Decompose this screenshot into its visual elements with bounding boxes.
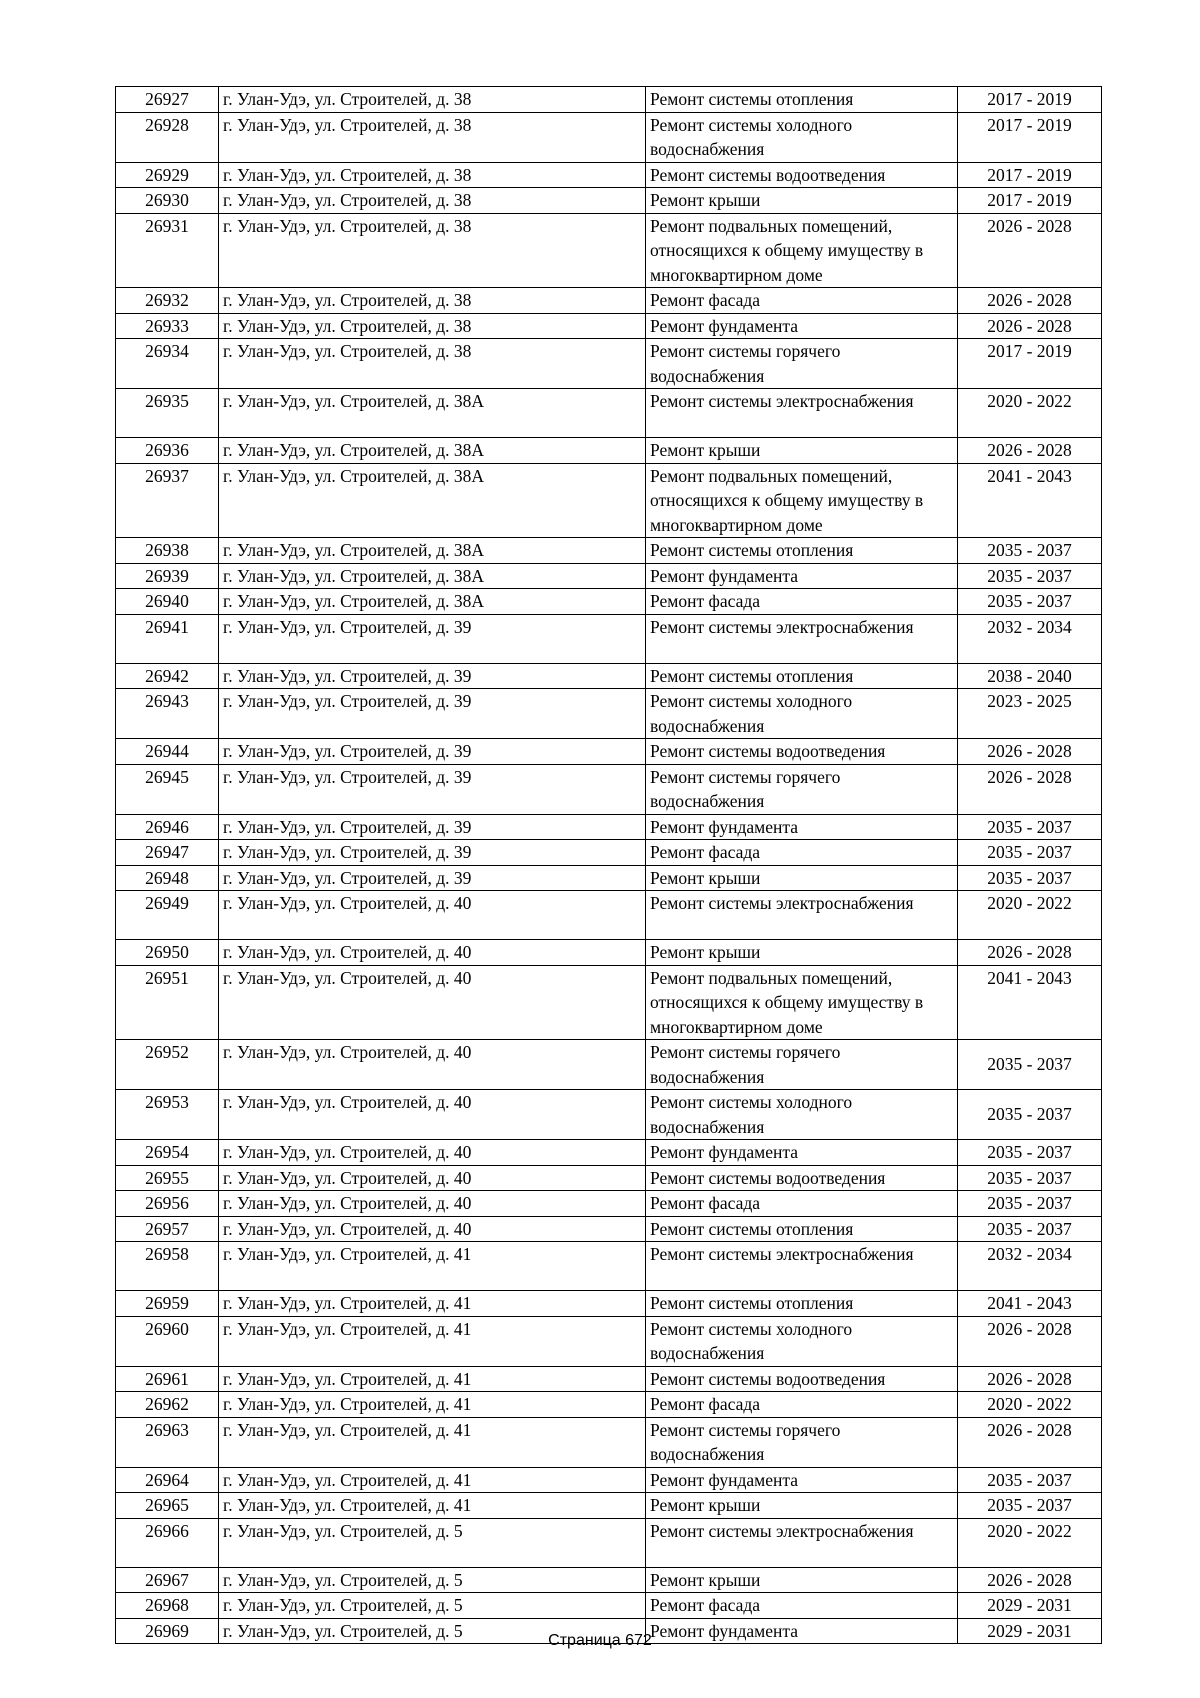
work-type-cell: Ремонт системы холодного водоснабжения — [646, 689, 958, 739]
period-cell: 2032 - 2034 — [958, 614, 1102, 663]
row-number-cell: 26936 — [116, 438, 219, 464]
row-number-cell: 26930 — [116, 188, 219, 214]
period-cell: 2035 - 2037 — [958, 814, 1102, 840]
row-number-cell: 26944 — [116, 739, 219, 765]
table-row — [116, 1165, 1102, 1191]
address-cell: г. Улан-Удэ, ул. Строителей, д. 38 — [219, 339, 646, 389]
work-type-cell: Ремонт фундамента — [646, 313, 958, 339]
work-schedule-table — [115, 86, 1102, 1644]
work-type-cell: Ремонт системы горячего водоснабжения — [646, 764, 958, 814]
row-number-cell: 26951 — [116, 965, 219, 1040]
period-cell: 2035 - 2037 — [958, 865, 1102, 891]
work-type-cell: Ремонт системы водоотведения — [646, 739, 958, 765]
work-type-cell: Ремонт системы горячего водоснабжения — [646, 1040, 958, 1090]
period-cell: 2035 - 2037 — [958, 1040, 1102, 1090]
period-cell: 2035 - 2037 — [958, 1090, 1102, 1140]
address-cell: г. Улан-Удэ, ул. Строителей, д. 38 — [219, 87, 646, 113]
table-row — [116, 1518, 1102, 1567]
table-row — [116, 1593, 1102, 1619]
table-row — [116, 1467, 1102, 1493]
period-cell: 2023 - 2025 — [958, 689, 1102, 739]
period-cell: 2026 - 2028 — [958, 1417, 1102, 1467]
table-row — [116, 1291, 1102, 1317]
table-row — [116, 814, 1102, 840]
work-type-cell: Ремонт системы холодного водоснабжения — [646, 112, 958, 162]
period-cell: 2026 - 2028 — [958, 940, 1102, 966]
work-type-cell: Ремонт подвальных помещений, относящихся к общему имуществу в многоквартирном доме — [646, 213, 958, 288]
address-cell: г. Улан-Удэ, ул. Строителей, д. 40 — [219, 891, 646, 940]
address-cell: г. Улан-Удэ, ул. Строителей, д. 38 — [219, 213, 646, 288]
row-number-cell: 26927 — [116, 87, 219, 113]
address-cell: г. Улан-Удэ, ул. Строителей, д. 38А — [219, 538, 646, 564]
work-type-cell: Ремонт крыши — [646, 438, 958, 464]
table-row — [116, 1392, 1102, 1418]
work-type-cell: Ремонт системы горячего водоснабжения — [646, 339, 958, 389]
address-cell: г. Улан-Удэ, ул. Строителей, д. 39 — [219, 814, 646, 840]
address-cell: г. Улан-Удэ, ул. Строителей, д. 41 — [219, 1291, 646, 1317]
work-type-cell: Ремонт фундамента — [646, 814, 958, 840]
period-cell: 2035 - 2037 — [958, 1140, 1102, 1166]
work-type-cell: Ремонт системы отопления — [646, 87, 958, 113]
period-cell: 2026 - 2028 — [958, 1316, 1102, 1366]
table-row — [116, 162, 1102, 188]
row-number-cell: 26940 — [116, 589, 219, 615]
address-cell: г. Улан-Удэ, ул. Строителей, д. 40 — [219, 1090, 646, 1140]
table-row — [116, 1216, 1102, 1242]
row-number-cell: 26943 — [116, 689, 219, 739]
row-number-cell: 26953 — [116, 1090, 219, 1140]
row-number-cell: 26929 — [116, 162, 219, 188]
row-number-cell: 26955 — [116, 1165, 219, 1191]
work-type-cell: Ремонт системы электроснабжения — [646, 1242, 958, 1291]
table-row — [116, 1567, 1102, 1593]
work-type-cell: Ремонт системы холодного водоснабжения — [646, 1316, 958, 1366]
address-cell: г. Улан-Удэ, ул. Строителей, д. 5 — [219, 1593, 646, 1619]
table-row — [116, 840, 1102, 866]
period-cell: 2026 - 2028 — [958, 313, 1102, 339]
table-row — [116, 1191, 1102, 1217]
row-number-cell: 26949 — [116, 891, 219, 940]
period-cell: 2017 - 2019 — [958, 112, 1102, 162]
row-number-cell: 26942 — [116, 663, 219, 689]
address-cell: г. Улан-Удэ, ул. Строителей, д. 39 — [219, 614, 646, 663]
work-type-cell: Ремонт системы водоотведения — [646, 1165, 958, 1191]
table-row — [116, 1090, 1102, 1140]
row-number-cell: 26961 — [116, 1366, 219, 1392]
table-row — [116, 339, 1102, 389]
table-row — [116, 940, 1102, 966]
row-number-cell: 26931 — [116, 213, 219, 288]
work-type-cell: Ремонт крыши — [646, 940, 958, 966]
address-cell: г. Улан-Удэ, ул. Строителей, д. 40 — [219, 1191, 646, 1217]
address-cell: г. Улан-Удэ, ул. Строителей, д. 39 — [219, 764, 646, 814]
period-cell: 2035 - 2037 — [958, 1216, 1102, 1242]
period-cell: 2032 - 2034 — [958, 1242, 1102, 1291]
row-number-cell: 26933 — [116, 313, 219, 339]
period-cell: 2020 - 2022 — [958, 1518, 1102, 1567]
work-type-cell: Ремонт фундамента — [646, 1618, 958, 1644]
work-type-cell: Ремонт фасада — [646, 288, 958, 314]
period-cell: 2029 - 2031 — [958, 1618, 1102, 1644]
period-cell: 2035 - 2037 — [958, 1165, 1102, 1191]
row-number-cell: 26952 — [116, 1040, 219, 1090]
address-cell: г. Улан-Удэ, ул. Строителей, д. 38А — [219, 389, 646, 438]
work-type-cell: Ремонт фасада — [646, 589, 958, 615]
period-cell: 2026 - 2028 — [958, 764, 1102, 814]
address-cell: г. Улан-Удэ, ул. Строителей, д. 41 — [219, 1417, 646, 1467]
row-number-cell: 26962 — [116, 1392, 219, 1418]
row-number-cell: 26937 — [116, 463, 219, 538]
row-number-cell: 26956 — [116, 1191, 219, 1217]
work-type-cell: Ремонт подвальных помещений, относящихся к общему имуществу в многоквартирном доме — [646, 965, 958, 1040]
address-cell: г. Улан-Удэ, ул. Строителей, д. 38 — [219, 288, 646, 314]
row-number-cell: 26950 — [116, 940, 219, 966]
address-cell: г. Улан-Удэ, ул. Строителей, д. 38А — [219, 463, 646, 538]
table-row — [116, 739, 1102, 765]
work-type-cell: Ремонт системы отопления — [646, 538, 958, 564]
period-cell: 2035 - 2037 — [958, 538, 1102, 564]
work-type-cell: Ремонт системы отопления — [646, 1216, 958, 1242]
row-number-cell: 26935 — [116, 389, 219, 438]
row-number-cell: 26966 — [116, 1518, 219, 1567]
address-cell: г. Улан-Удэ, ул. Строителей, д. 5 — [219, 1518, 646, 1567]
address-cell: г. Улан-Удэ, ул. Строителей, д. 40 — [219, 1140, 646, 1166]
address-cell: г. Улан-Удэ, ул. Строителей, д. 39 — [219, 840, 646, 866]
period-cell: 2041 - 2043 — [958, 1291, 1102, 1317]
row-number-cell: 26938 — [116, 538, 219, 564]
period-cell: 2026 - 2028 — [958, 1366, 1102, 1392]
address-cell: г. Улан-Удэ, ул. Строителей, д. 38А — [219, 589, 646, 615]
period-cell: 2038 - 2040 — [958, 663, 1102, 689]
period-cell: 2041 - 2043 — [958, 463, 1102, 538]
table-row — [116, 663, 1102, 689]
row-number-cell: 26932 — [116, 288, 219, 314]
row-number-cell: 26958 — [116, 1242, 219, 1291]
work-type-cell: Ремонт системы холодного водоснабжения — [646, 1090, 958, 1140]
table-body — [116, 87, 1102, 1644]
work-type-cell: Ремонт фасада — [646, 1392, 958, 1418]
table-row — [116, 1242, 1102, 1291]
row-number-cell: 26964 — [116, 1467, 219, 1493]
row-number-cell: 26967 — [116, 1567, 219, 1593]
row-number-cell: 26947 — [116, 840, 219, 866]
table-row — [116, 614, 1102, 663]
period-cell: 2026 - 2028 — [958, 288, 1102, 314]
period-cell: 2017 - 2019 — [958, 87, 1102, 113]
row-number-cell: 26965 — [116, 1493, 219, 1519]
address-cell: г. Улан-Удэ, ул. Строителей, д. 38А — [219, 438, 646, 464]
address-cell: г. Улан-Удэ, ул. Строителей, д. 5 — [219, 1567, 646, 1593]
table-row — [116, 764, 1102, 814]
table-row — [116, 689, 1102, 739]
row-number-cell: 26939 — [116, 563, 219, 589]
row-number-cell: 26934 — [116, 339, 219, 389]
row-number-cell: 26941 — [116, 614, 219, 663]
row-number-cell: 26945 — [116, 764, 219, 814]
work-type-cell: Ремонт крыши — [646, 1493, 958, 1519]
address-cell: г. Улан-Удэ, ул. Строителей, д. 41 — [219, 1467, 646, 1493]
table-row — [116, 463, 1102, 538]
address-cell: г. Улан-Удэ, ул. Строителей, д. 41 — [219, 1392, 646, 1418]
work-type-cell: Ремонт системы электроснабжения — [646, 389, 958, 438]
period-cell: 2017 - 2019 — [958, 188, 1102, 214]
work-type-cell: Ремонт фасада — [646, 1191, 958, 1217]
table-row — [116, 865, 1102, 891]
table-row — [116, 1493, 1102, 1519]
table-row — [116, 213, 1102, 288]
table-row — [116, 1040, 1102, 1090]
period-cell: 2035 - 2037 — [958, 840, 1102, 866]
address-cell: г. Улан-Удэ, ул. Строителей, д. 40 — [219, 940, 646, 966]
table-row — [116, 538, 1102, 564]
period-cell: 2035 - 2037 — [958, 1493, 1102, 1519]
address-cell: г. Улан-Удэ, ул. Строителей, д. 5 — [219, 1618, 646, 1644]
work-type-cell: Ремонт системы электроснабжения — [646, 614, 958, 663]
work-type-cell: Ремонт крыши — [646, 865, 958, 891]
work-type-cell: Ремонт фасада — [646, 1593, 958, 1619]
work-type-cell: Ремонт системы электроснабжения — [646, 891, 958, 940]
row-number-cell: 26928 — [116, 112, 219, 162]
table-row — [116, 891, 1102, 940]
address-cell: г. Улан-Удэ, ул. Строителей, д. 38 — [219, 162, 646, 188]
period-cell: 2041 - 2043 — [958, 965, 1102, 1040]
row-number-cell: 26969 — [116, 1618, 219, 1644]
work-type-cell: Ремонт системы водоотведения — [646, 1366, 958, 1392]
row-number-cell: 26959 — [116, 1291, 219, 1317]
address-cell: г. Улан-Удэ, ул. Строителей, д. 41 — [219, 1316, 646, 1366]
table-row — [116, 87, 1102, 113]
period-cell: 2017 - 2019 — [958, 339, 1102, 389]
table-row — [116, 188, 1102, 214]
work-type-cell: Ремонт крыши — [646, 1567, 958, 1593]
address-cell: г. Улан-Удэ, ул. Строителей, д. 40 — [219, 1040, 646, 1090]
period-cell: 2017 - 2019 — [958, 162, 1102, 188]
address-cell: г. Улан-Удэ, ул. Строителей, д. 39 — [219, 663, 646, 689]
work-type-cell: Ремонт системы отопления — [646, 663, 958, 689]
work-type-cell: Ремонт подвальных помещений, относящихся к общему имуществу в многоквартирном доме — [646, 463, 958, 538]
period-cell: 2026 - 2028 — [958, 1567, 1102, 1593]
table-row — [116, 1140, 1102, 1166]
work-type-cell: Ремонт фундамента — [646, 1467, 958, 1493]
period-cell: 2035 - 2037 — [958, 589, 1102, 615]
period-cell: 2026 - 2028 — [958, 438, 1102, 464]
address-cell: г. Улан-Удэ, ул. Строителей, д. 40 — [219, 1216, 646, 1242]
period-cell: 2020 - 2022 — [958, 891, 1102, 940]
period-cell: 2026 - 2028 — [958, 213, 1102, 288]
period-cell: 2026 - 2028 — [958, 739, 1102, 765]
address-cell: г. Улан-Удэ, ул. Строителей, д. 38 — [219, 313, 646, 339]
period-cell: 2035 - 2037 — [958, 563, 1102, 589]
table-row — [116, 313, 1102, 339]
row-number-cell: 26948 — [116, 865, 219, 891]
work-type-cell: Ремонт системы отопления — [646, 1291, 958, 1317]
page-number: Страница 672 — [548, 1632, 652, 1649]
table-row — [116, 288, 1102, 314]
address-cell: г. Улан-Удэ, ул. Строителей, д. 38 — [219, 188, 646, 214]
row-number-cell: 26963 — [116, 1417, 219, 1467]
table-row — [116, 563, 1102, 589]
period-cell: 2035 - 2037 — [958, 1191, 1102, 1217]
period-cell: 2035 - 2037 — [958, 1467, 1102, 1493]
work-type-cell: Ремонт системы водоотведения — [646, 162, 958, 188]
row-number-cell: 26954 — [116, 1140, 219, 1166]
work-type-cell: Ремонт системы электроснабжения — [646, 1518, 958, 1567]
row-number-cell: 26957 — [116, 1216, 219, 1242]
work-type-cell: Ремонт фасада — [646, 840, 958, 866]
work-type-cell: Ремонт системы горячего водоснабжения — [646, 1417, 958, 1467]
row-number-cell: 26968 — [116, 1593, 219, 1619]
work-type-cell: Ремонт фундамента — [646, 1140, 958, 1166]
table-row — [116, 1417, 1102, 1467]
period-cell: 2020 - 2022 — [958, 1392, 1102, 1418]
work-type-cell: Ремонт крыши — [646, 188, 958, 214]
address-cell: г. Улан-Удэ, ул. Строителей, д. 39 — [219, 739, 646, 765]
row-number-cell: 26946 — [116, 814, 219, 840]
address-cell: г. Улан-Удэ, ул. Строителей, д. 38А — [219, 563, 646, 589]
table-row — [116, 965, 1102, 1040]
address-cell: г. Улан-Удэ, ул. Строителей, д. 41 — [219, 1242, 646, 1291]
address-cell: г. Улан-Удэ, ул. Строителей, д. 40 — [219, 1165, 646, 1191]
table-row — [116, 112, 1102, 162]
table-row — [116, 389, 1102, 438]
work-type-cell: Ремонт фундамента — [646, 563, 958, 589]
address-cell: г. Улан-Удэ, ул. Строителей, д. 39 — [219, 865, 646, 891]
address-cell: г. Улан-Удэ, ул. Строителей, д. 41 — [219, 1493, 646, 1519]
address-cell: г. Улан-Удэ, ул. Строителей, д. 38 — [219, 112, 646, 162]
table-row — [116, 1316, 1102, 1366]
address-cell: г. Улан-Удэ, ул. Строителей, д. 39 — [219, 689, 646, 739]
table-row — [116, 1366, 1102, 1392]
address-cell: г. Улан-Удэ, ул. Строителей, д. 41 — [219, 1366, 646, 1392]
period-cell: 2029 - 2031 — [958, 1593, 1102, 1619]
address-cell: г. Улан-Удэ, ул. Строителей, д. 40 — [219, 965, 646, 1040]
table-row — [116, 438, 1102, 464]
table-row — [116, 589, 1102, 615]
period-cell: 2020 - 2022 — [958, 389, 1102, 438]
row-number-cell: 26960 — [116, 1316, 219, 1366]
